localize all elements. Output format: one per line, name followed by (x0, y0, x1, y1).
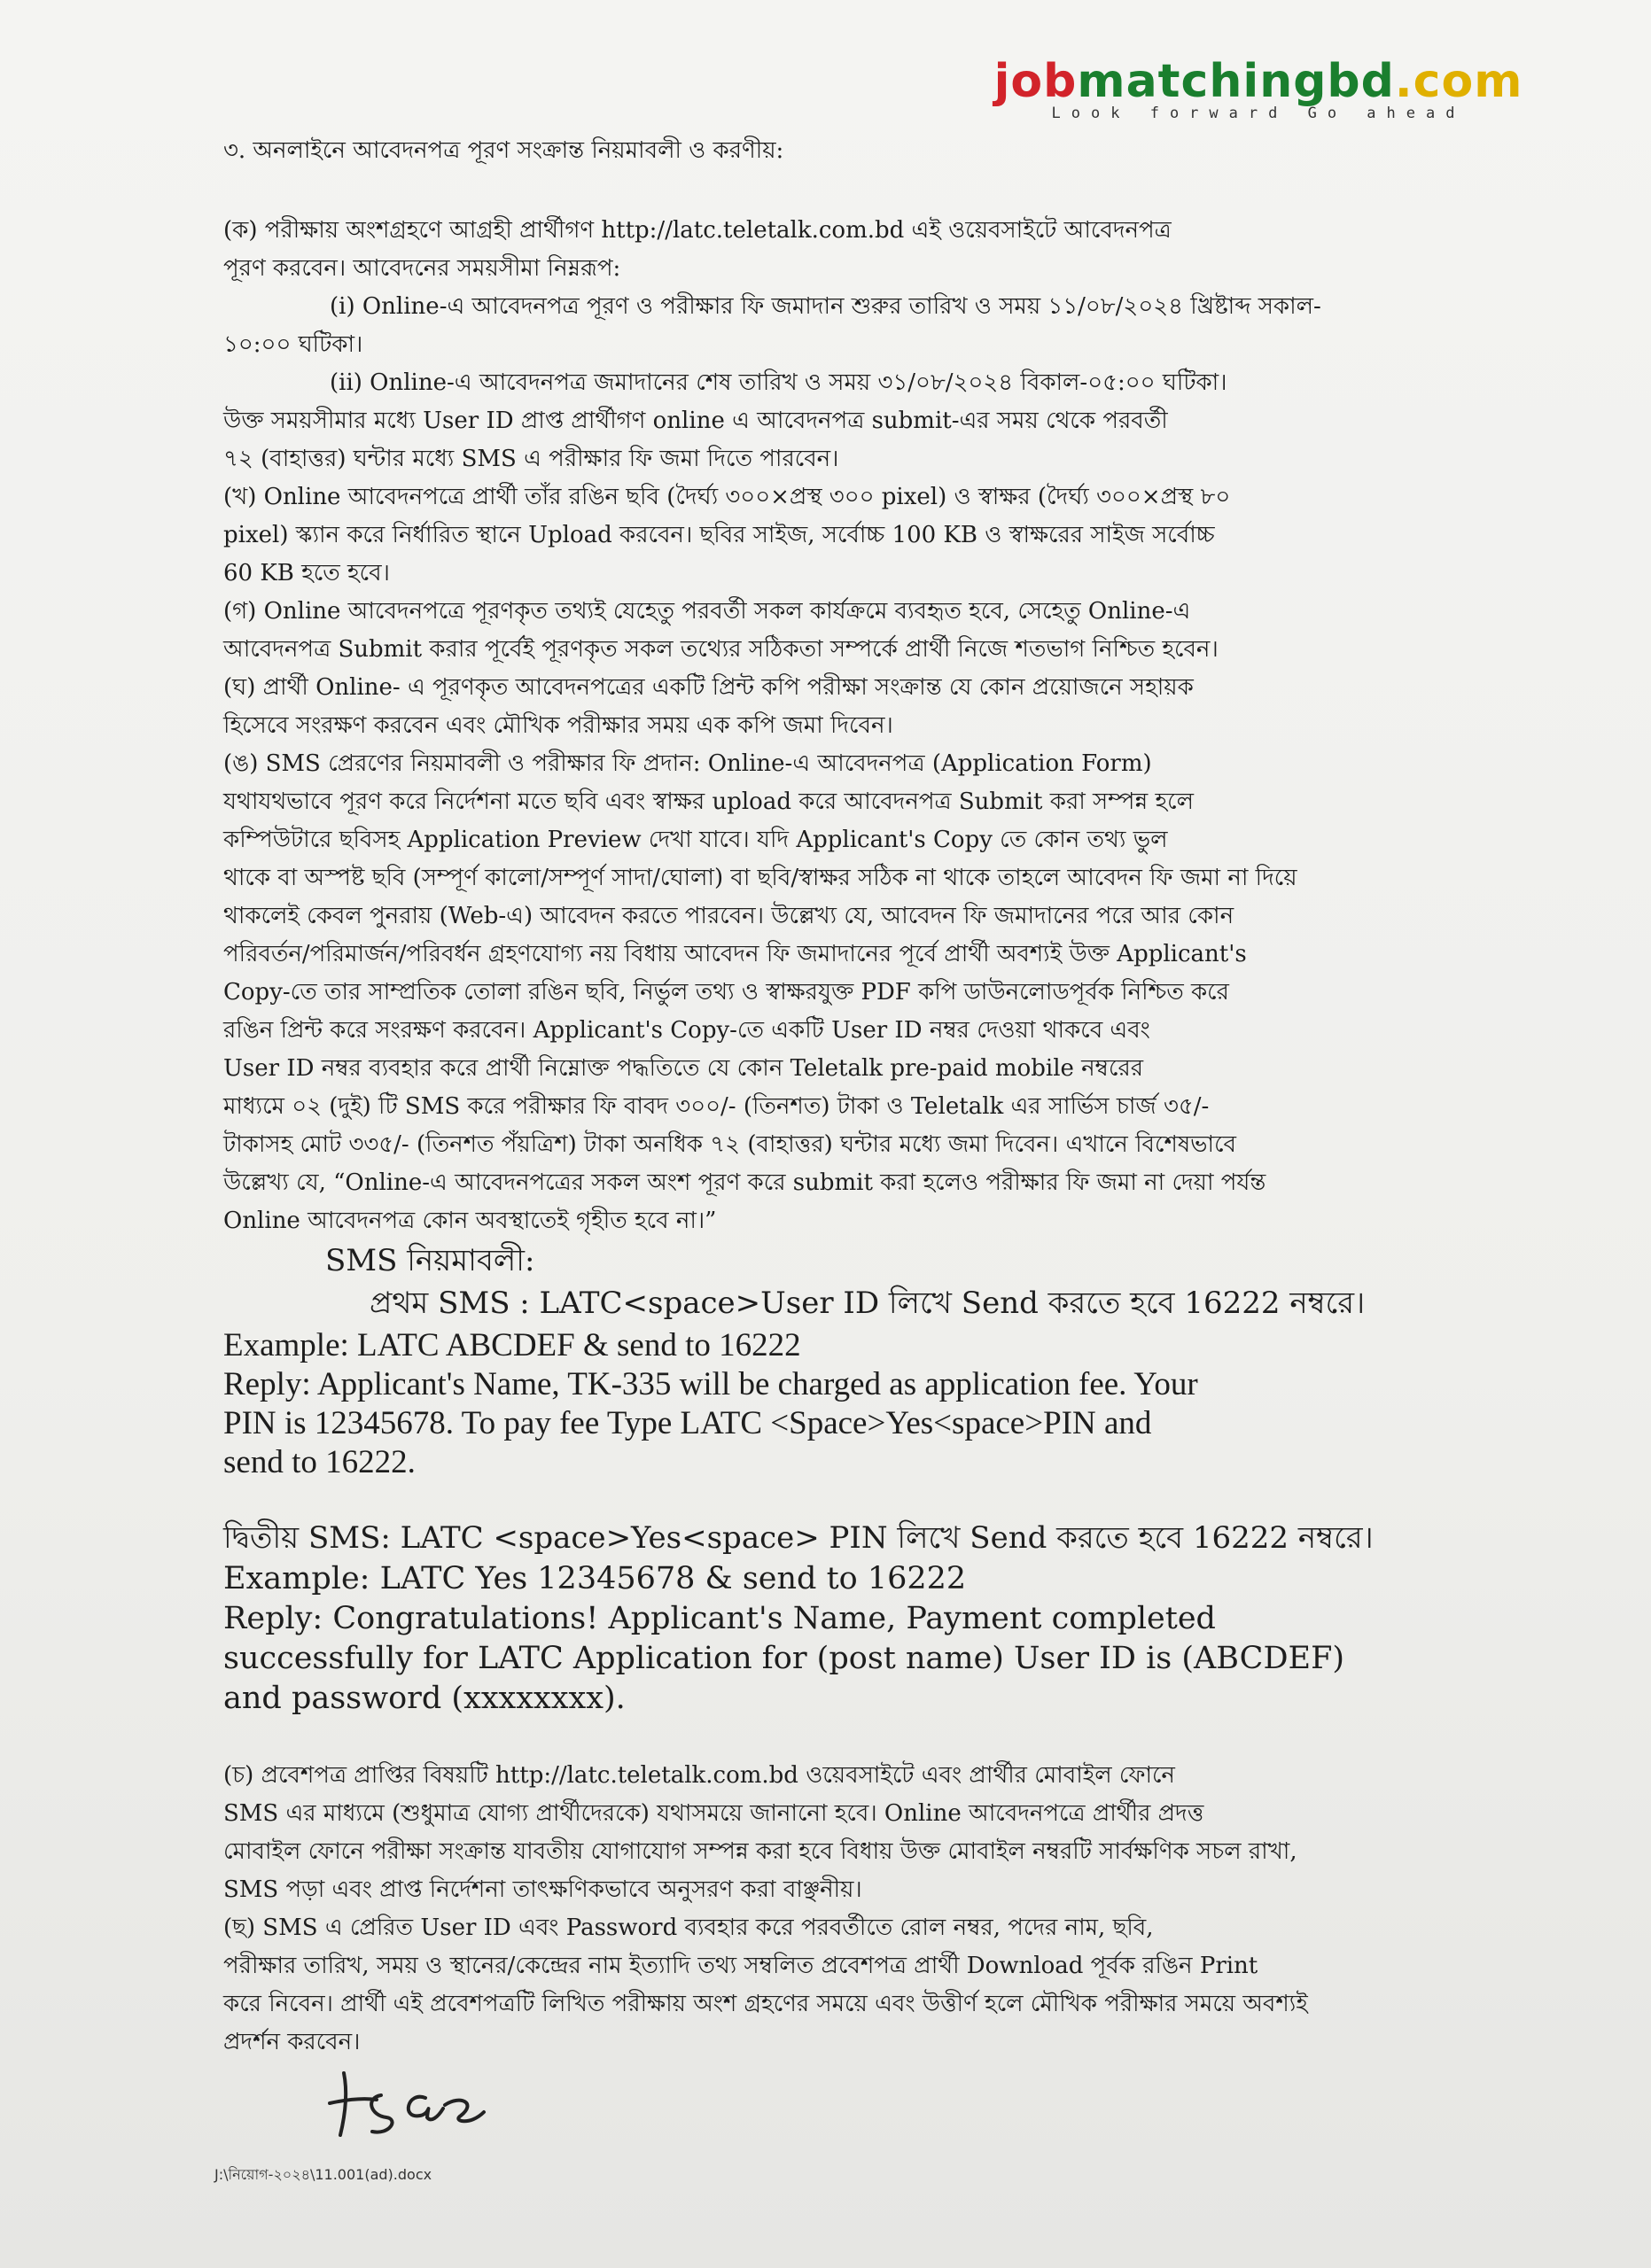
sms-second-reply: successfully for LATC Application for (post name) User ID is (ABCDEF) (223, 1641, 1345, 1676)
watermark-logo (993, 55, 1524, 122)
para-gha-line: হিসেবে সংরক্ষণ করবেন এবং মৌখিক পরীক্ষার সময় এক কপি জমা দিবেন। (223, 712, 893, 739)
para-cha-line: SMS পড়া এবং প্রাপ্ত নির্দেশনা তাৎক্ষণিকভাবে অনুসরণ করা বাঞ্ছনীয়। (223, 1876, 862, 1903)
para-ka-line: উক্ত সময়সীমার মধ্যে User ID প্রাপ্ত প্রার্থীগণ online এ আবেদনপত্র submit-এর সময় থেকে পরবর্তী (223, 408, 1168, 434)
file-path-footer: J:\নিয়োগ-২০২৪\11.001(ad).docx (214, 2166, 432, 2183)
sms-first-example: Example: LATC ABCDEF & send to 16222 (223, 1327, 801, 1363)
sms-second-instruction: দ্বিতীয় SMS: LATC <space>Yes<space> PIN লিখে Send করতে হবে 16222 নম্বরে। (223, 1520, 1374, 1556)
para-cha-line: SMS এর মাধ্যমে (শুধুমাত্র যোগ্য প্রার্থীদেরকে) যথাসময়ে জানানো হবে। Online আবেদনপত্রে প্রার্থীর প্রদত্ত (223, 1800, 1204, 1827)
sms-second-reply: and password (xxxxxxxx). (223, 1681, 626, 1716)
sms-first-reply: Reply: Applicant's Name, TK-335 will be charged as application fee. Your (223, 1366, 1198, 1402)
para-kha-line: pixel) স্ক্যান করে নির্ধারিত স্থানে Upload করবেন। ছবির সাইজ, সর্বোচ্চ 100 KB ও স্বাক্ষরের সাইজ সর্বোচ্চ (223, 522, 1215, 548)
para-uma-line: রঙিন প্রিন্ট করে সংরক্ষণ করবেন। Applicant's Copy-তে একটি User ID নম্বর দেওয়া থাকবে এবং (223, 1017, 1150, 1044)
para-uma-line: উল্লেখ্য যে, “Online-এ আবেদনপত্রের সকল অংশ পূরণ করে submit করা হলেও পরীক্ষার ফি জমা না দেয়া পর্যন্ত (223, 1169, 1266, 1196)
para-cha-line: মোবাইল ফোনে পরীক্ষা সংক্রান্ত যাবতীয় যোগাযোগ সম্পন্ন করা হবে বিধায় উক্ত মোবাইল নম্বরটি সার্বক্ষণিক সচল রাখা, (223, 1838, 1297, 1865)
para-gha-line: (ঘ) প্রার্থী Online- এ পূরণকৃত আবেদনপত্রের একটি প্রিন্ট কপি পরীক্ষা সংক্রান্ত যে কোন প্রয়োজনে সহায়ক (223, 674, 1194, 701)
sms-first-reply: PIN is 12345678. To pay fee Type LATC <Space>Yes<space>PIN and (223, 1405, 1152, 1441)
para-uma-line: কম্পিউটারে ছবিসহ Application Preview দেখা যাবে। যদি Applicant's Copy তে কোন তথ্য ভুল (223, 827, 1168, 853)
para-chha-line: পরীক্ষার তারিখ, সময় ও স্থানের/কেন্দ্রের নাম ইত্যাদি তথ্য সম্বলিত প্রবেশপত্র প্রার্থী Download পূর্বক রঙিন Print (223, 1953, 1258, 1979)
section-heading: ৩. অনলাইনে আবেদনপত্র পূরণ সংক্রান্ত নিয়মাবলী ও করণীয়: (223, 137, 784, 164)
watermark-name: jobmatchingbd.com (993, 55, 1523, 108)
para-uma-line: যথাযথভাবে পূরণ করে নির্দেশনা মতে ছবি এবং স্বাক্ষর upload করে আবেদনপত্র Submit করা সম্পন্ন হলে (223, 788, 1194, 815)
handwritten-signature (328, 2064, 487, 2144)
para-uma-line: মাধ্যমে ০২ (দুই) টি SMS করে পরীক্ষার ফি বাবদ ৩০০/- (তিনশত) টাকা ও Teletalk এর সার্ভিস চার্জ ৩৫/- (223, 1093, 1210, 1120)
para-ka-line: (ক) পরীক্ষায় অংশগ্রহণে আগ্রহী প্রার্থীগণ http://latc.teletalk.com.bd এই ওয়েবসাইটে আবেদনপত্র (223, 217, 1172, 244)
para-chha-line: (ছ) SMS এ প্রেরিত User ID এবং Password ব্যবহার করে পরবর্তীতে রোল নম্বর, পদের নাম, ছবি, (223, 1915, 1154, 1941)
para-chha-line: প্রদর্শন করবেন। (223, 2029, 361, 2055)
para-kha-line: 60 KB হতে হবে। (223, 560, 390, 586)
para-uma-line: পরিবর্তন/পরিমার্জন/পরিবর্ধন গ্রহণযোগ্য নয় বিধায় আবেদন ফি জমাদানের পূর্বে প্রার্থী অবশ্যই উক্ত Applicant's (223, 941, 1247, 967)
para-ka-line: (ii) Online-এ আবেদনপত্র জমাদানের শেষ তারিখ ও সময় ৩১/০৮/২০২৪ বিকাল-০৫:০০ ঘটিকা। (330, 369, 1227, 396)
sms-second-example: Example: LATC Yes 12345678 & send to 16222 (223, 1561, 967, 1596)
para-ka-line: (i) Online-এ আবেদনপত্র পূরণ ও পরীক্ষার ফি জমাদান শুরুর তারিখ ও সময় ১১/০৮/২০২৪ খ্রিষ্টাব্দ সকাল- (330, 293, 1321, 320)
para-ka-line: পূরণ করবেন। আবেদনের সময়সীমা নিম্নরূপ: (223, 255, 621, 282)
para-ka-line: ৭২ (বাহাত্তর) ঘন্টার মধ্যে SMS এ পরীক্ষার ফি জমা দিতে পারবেন। (223, 446, 839, 472)
sms-rules-heading: SMS নিয়মাবলী: (325, 1243, 535, 1278)
para-chha-line: করে নিবেন। প্রার্থী এই প্রবেশপত্রটি লিখিত পরীক্ষায় অংশ গ্রহণের সময়ে এবং উত্তীর্ণ হলে মৌখিক পরীক্ষার সময়ে অবশ্যই (223, 1991, 1308, 2017)
sms-first-reply: send to 16222. (223, 1444, 416, 1480)
para-ga-line: আবেদনপত্র Submit করার পূর্বেই পূরণকৃত সকল তথ্যের সঠিকতা সম্পর্কে প্রার্থী নিজে শতভাগ নিশ্চিত হবেন। (223, 636, 1219, 663)
para-ga-line: (গ) Online আবেদনপত্রে পূরণকৃত তথ্যই যেহেতু পরবর্তী সকল কার্যক্রমে ব্যবহৃত হবে, সেহেতু Online-এ (223, 598, 1191, 625)
sms-second-reply: Reply: Congratulations! Applicant's Name, Payment completed (223, 1601, 1216, 1636)
sms-first-instruction: প্রথম SMS : LATC<space>User ID লিখে Send করতে হবে 16222 নম্বরে। (370, 1285, 1366, 1321)
para-cha-line: (চ) প্রবেশপত্র প্রাপ্তির বিষয়টি http://latc.teletalk.com.bd ওয়েবসাইটে এবং প্রার্থীর মোবাইল ফোনে (223, 1762, 1175, 1789)
para-uma-line: (ঙ) SMS প্রেরণের নিয়মাবলী ও পরীক্ষার ফি প্রদান: Online-এ আবেদনপত্র (Application Form) (223, 750, 1152, 777)
para-ka-line: ১০:০০ ঘটিকা। (223, 331, 363, 358)
para-uma-line: User ID নম্বর ব্যবহার করে প্রার্থী নিম্নোক্ত পদ্ধতিতে যে কোন Teletalk pre-paid mobile নম্বরের (223, 1055, 1144, 1082)
watermark-tagline: Look forward Go ahead (1051, 105, 1466, 122)
para-kha-line: (খ) Online আবেদনপত্রে প্রার্থী তাঁর রঙিন ছবি (দৈর্ঘ্য ৩০০×প্রস্থ ৩০০ pixel) ও স্বাক্ষর (দৈর্ঘ্য ৩০০×প্রস্থ ৮০ (223, 484, 1231, 510)
para-uma-line: Copy-তে তার সাম্প্রতিক তোলা রঙিন ছবি, নির্ভুল তথ্য ও স্বাক্ষরযুক্ত PDF কপি ডাউনলোডপূর্বক নিশ্চিত করে (223, 979, 1229, 1006)
para-uma-line: Online আবেদনপত্র কোন অবস্থাতেই গৃহীত হবে না।” (223, 1208, 717, 1234)
para-uma-line: থাকলেই কেবল পুনরায় (Web-এ) আবেদন করতে পারবেন। উল্লেখ্য যে, আবেদন ফি জমাদানের পরে আর কোন (223, 903, 1234, 929)
para-uma-line: থাকে বা অস্পষ্ট ছবি (সম্পূর্ণ কালো/সম্পূর্ণ সাদা/ঘোলা) বা ছবি/স্বাক্ষর সঠিক না থাকে তাহলে আবেদন ফি জমা না দিয়ে (223, 865, 1297, 891)
para-uma-line: টাকাসহ মোট ৩৩৫/- (তিনশত পঁয়ত্রিশ) টাকা অনধিক ৭২ (বাহাত্তর) ঘন্টার মধ্যে জমা দিবেন। এখানে বিশেষভাবে (223, 1131, 1236, 1158)
